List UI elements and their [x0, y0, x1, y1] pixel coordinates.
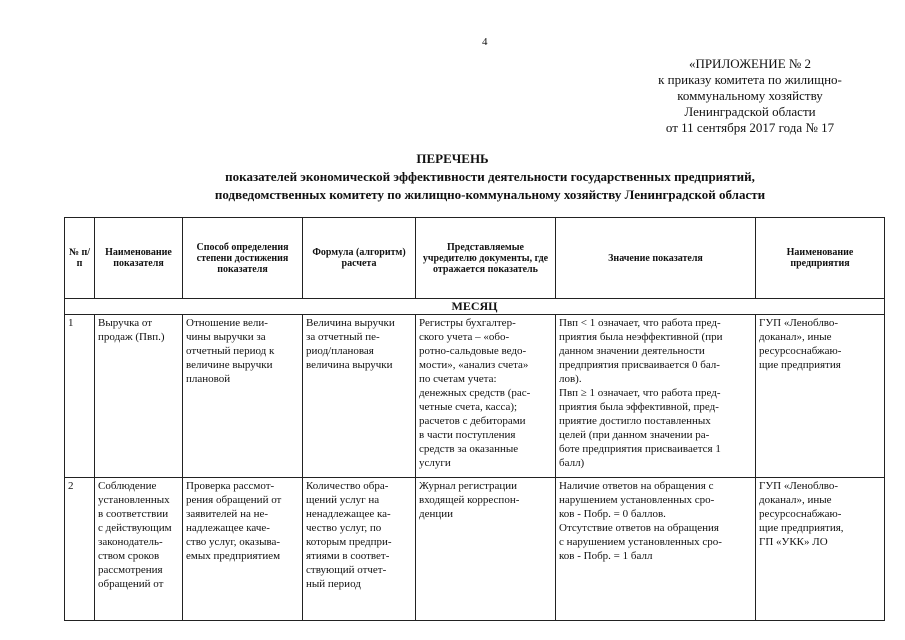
cell-text-line: щие предприятия,	[759, 522, 844, 534]
cell-method	[183, 315, 303, 478]
cell-text-line: ресурсоснабжаю-	[759, 508, 842, 520]
cell-text-line: за отчетный пе-	[306, 331, 380, 343]
cell-text-line: ресурсоснабжаю-	[759, 345, 842, 357]
header-cell-formula: Формула (алгоритм) расчета	[303, 218, 416, 299]
cell-text-line: Проверка рассмот-	[186, 480, 275, 492]
cell-text-line: чины выручки за	[186, 331, 266, 343]
appendix-block	[600, 56, 900, 136]
cell-text-line: Пвп ≥ 1 означает, что работа пред-	[559, 387, 721, 399]
cell-text-line: законодатель-	[98, 536, 163, 548]
cell-text-line: установленных	[98, 494, 170, 506]
header-row	[65, 218, 885, 299]
cell-text-line: ГУП «Леноблво-	[759, 317, 839, 329]
cell-text-line: величина выручки	[306, 359, 393, 371]
cell-text-line: приятия была эффективной, пред-	[559, 401, 719, 413]
cell-text-line: Отношение вели-	[186, 317, 268, 329]
cell-name	[95, 315, 183, 478]
cell-text-line: щие предприятия	[759, 359, 841, 371]
table-row	[65, 315, 885, 478]
cell-text-line: данном значении деятельности	[559, 345, 705, 357]
cell-text-line: Величина выручки	[306, 317, 395, 329]
cell-text-line: рения обращений от	[186, 494, 282, 506]
appendix-line: к приказу комитета по жилищно-	[658, 72, 842, 87]
section-label: МЕСЯЦ	[65, 299, 885, 315]
cell-text-line: ятиями в соответ-	[306, 550, 390, 562]
cell-text-line: чество услуг, по	[306, 522, 382, 534]
cell-text-line: в соответствии	[98, 508, 169, 520]
cell-number: 2	[65, 478, 95, 621]
cell-text-line: балл)	[559, 457, 585, 469]
cell-text-line: обращений от	[98, 578, 164, 590]
cell-text-line: ненадлежащее ка-	[306, 508, 391, 520]
cell-number: 1	[65, 315, 95, 478]
cell-text-line: Журнал регистрации	[419, 480, 518, 492]
cell-text-line: риод/плановая	[306, 345, 374, 357]
header-cell-number: № п/п	[65, 218, 95, 299]
cell-text-line: по счетам учета:	[419, 373, 497, 385]
cell-text-line: входящей корреспон-	[419, 494, 520, 506]
cell-text-line: боте предприятия присваивается 1	[559, 443, 721, 455]
appendix-line: от 11 сентября 2017 года № 17	[665, 120, 835, 135]
cell-text-line: целей (при данном значении ра-	[559, 429, 710, 441]
header-cell-value: Значение показателя	[556, 218, 756, 299]
cell-text-line: Количество обра-	[306, 480, 389, 492]
cell-enterprise	[756, 478, 885, 621]
cell-text-line: ского учета – «обо-	[419, 331, 510, 343]
appendix-line: Ленинградской области	[684, 104, 816, 119]
cell-text-line: надлежащее каче-	[186, 522, 270, 534]
indicators-table	[64, 217, 885, 621]
cell-text-line: денции	[419, 508, 454, 520]
cell-text-line: ков - Побр. = 1 балл	[559, 550, 653, 562]
header-cell-name: Наименование показателя	[95, 218, 183, 299]
cell-text-line: с действующим	[98, 522, 172, 534]
cell-text-line: в части поступления	[419, 429, 516, 441]
cell-text-line: Отсутствие ответов на обращения	[559, 522, 719, 534]
cell-documents	[416, 315, 556, 478]
cell-text-line: емых предприятием	[186, 550, 281, 562]
cell-text-line: которым предпри-	[306, 536, 392, 548]
cell-text-line: отчетный период к	[186, 345, 275, 357]
cell-enterprise	[756, 315, 885, 478]
cell-text-line: приятие достигло поставленных	[559, 415, 711, 427]
cell-text-line: величине выручки	[186, 359, 273, 371]
cell-text-line: ков - Побр. = 0 баллов.	[559, 508, 666, 520]
cell-text-line: рассмотрения	[98, 564, 163, 576]
cell-text-line: доканал», иные	[759, 494, 832, 506]
document-title: ПЕРЕЧЕНЬ	[416, 151, 489, 166]
cell-text-line: средств за оказанные	[419, 443, 519, 455]
cell-documents	[416, 478, 556, 621]
cell-text-line: ство услуг, оказыва-	[186, 536, 281, 548]
cell-text-line: щений услуг на	[306, 494, 380, 506]
cell-text-line: лов).	[559, 373, 582, 385]
cell-text-line: плановой	[186, 373, 231, 385]
cell-text-line: Наличие ответов на обращения с	[559, 480, 714, 492]
cell-formula	[303, 478, 416, 621]
page-number: 4	[482, 36, 488, 48]
cell-text-line: доканал», иные	[759, 331, 832, 343]
cell-name	[95, 478, 183, 621]
cell-text-line: ный период	[306, 578, 361, 590]
cell-text-line: расчетов с дебиторами	[419, 415, 526, 427]
subtitle-line: подведомственных комитету по жилищно-коммунальному хозяйству Ленинградской области	[214, 187, 766, 202]
cell-text-line: предприятия присваивается 0 бал-	[559, 359, 720, 371]
cell-text-line: Выручка от	[98, 317, 153, 329]
cell-text-line: услуги	[419, 457, 451, 469]
section-row	[65, 299, 885, 315]
document-subtitle	[60, 168, 905, 204]
cell-text-line: ством сроков	[98, 550, 160, 562]
cell-text-line: ГП «УКК» ЛО	[759, 536, 828, 548]
cell-text-line: Регистры бухгалтер-	[419, 317, 516, 329]
cell-text-line: мости», «анализ счета»	[419, 359, 529, 371]
cell-text-line: приятия была неэффективной (при	[559, 331, 723, 343]
cell-text-line: Соблюдение	[98, 480, 157, 492]
subtitle-line: показателей экономической эффективности деятельности государственных предприятий,	[225, 169, 755, 184]
cell-value	[556, 478, 756, 621]
header-cell-method: Способ определения степени достижения показателя	[183, 218, 303, 299]
cell-text-line: ротно-сальдовые ведо-	[419, 345, 527, 357]
table-row	[65, 478, 885, 621]
appendix-line: коммунальному хозяйству	[677, 88, 823, 103]
cell-text-line: нарушением установленных сро-	[559, 494, 715, 506]
cell-text-line: заявителей на не-	[186, 508, 269, 520]
cell-text-line: с нарушением установленных сро-	[559, 536, 722, 548]
appendix-line: «ПРИЛОЖЕНИЕ № 2	[688, 56, 812, 71]
header-cell-enterprise: Наименование предприятия	[756, 218, 885, 299]
cell-text-line: денежных средств (рас-	[419, 387, 531, 399]
cell-text-line: продаж (Пвп.)	[98, 331, 165, 343]
cell-value	[556, 315, 756, 478]
cell-text-line: Пвп < 1 означает, что работа пред-	[559, 317, 721, 329]
header-cell-documents: Представляемые учредителю документы, где отражается показатель	[416, 218, 556, 299]
cell-text-line: ствующий отчет-	[306, 564, 387, 576]
cell-formula	[303, 315, 416, 478]
cell-text-line: ГУП «Леноблво-	[759, 480, 839, 492]
cell-text-line: четные счета, касса);	[419, 401, 518, 413]
cell-method	[183, 478, 303, 621]
